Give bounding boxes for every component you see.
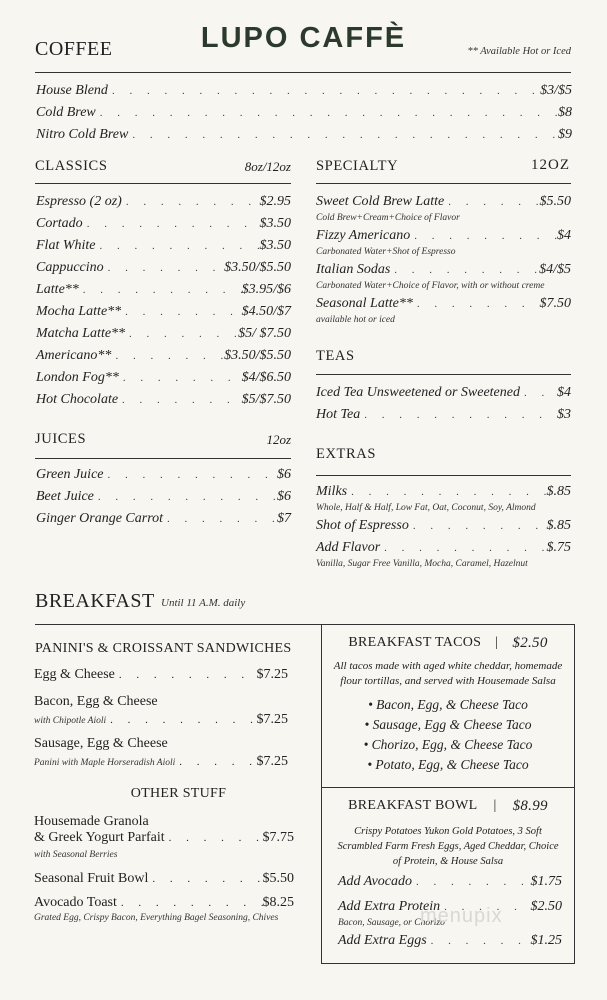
divider: | <box>495 635 499 650</box>
item-description: Cold Brew+Cream+Choice of Flavor <box>316 213 460 223</box>
specialty-rule <box>316 183 571 184</box>
item-price: $4/$6.50 <box>241 370 291 385</box>
breakfast-rule <box>35 624 322 625</box>
leader-dots <box>79 284 242 296</box>
item-name: Italian Sodas <box>316 262 391 277</box>
item-description: Carbonated Water+Shot of Espresso <box>316 247 456 257</box>
item-price: $5.50 <box>262 871 294 886</box>
menu-item <box>36 467 291 489</box>
breakfast-heading: BREAKFAST <box>35 590 155 612</box>
leader-dots <box>108 85 540 97</box>
leader-dots <box>427 935 531 947</box>
menu-item <box>36 105 572 127</box>
leader-dots <box>106 714 256 726</box>
item-price: $2.95 <box>259 194 291 209</box>
item-description: Grated Egg, Crispy Bacon, Everything Bagel Seasoning, Chives <box>34 913 279 923</box>
item-price: $3/$5 <box>540 83 572 98</box>
menu-item <box>316 407 571 429</box>
granola-line1: Housemade Granola <box>34 814 149 829</box>
watermark: menupix <box>420 905 503 927</box>
item-description: with Seasonal Berries <box>34 850 118 860</box>
item-price: $4.50/$7 <box>241 304 291 319</box>
menu-item <box>36 348 291 370</box>
item-name: Espresso (2 oz) <box>36 194 122 209</box>
item-name: Nitro Cold Brew <box>36 127 129 142</box>
item-name: Seasonal Fruit Bowl <box>34 871 149 886</box>
item-price: $7.50 <box>539 296 571 311</box>
item-description: Panini with Maple Horseradish Aioli <box>34 758 176 768</box>
item-row <box>34 871 294 895</box>
juices-heading: JUICES <box>35 431 87 447</box>
leader-dots <box>128 129 558 141</box>
menu-item <box>36 304 291 326</box>
menu-item <box>36 194 291 216</box>
leader-dots <box>520 387 557 399</box>
leader-dots <box>410 230 557 242</box>
item-description: Whole, Half & Half, Low Fat, Oat, Coconut, Soy, Almond <box>316 503 536 513</box>
leader-dots <box>175 756 256 768</box>
menu-item <box>36 260 291 282</box>
menu-item <box>36 127 572 149</box>
brand-title: LUPO CAFFÈ <box>200 22 407 54</box>
tacos-heading: BREAKFAST TACOS <box>348 635 482 650</box>
item-price: $.85 <box>546 484 571 499</box>
item-price: $3.50/$5.50 <box>224 260 291 275</box>
menu-item <box>316 518 571 540</box>
menu-item <box>36 216 291 238</box>
item-price: $5/$7.50 <box>241 392 291 407</box>
item-price: $7.25 <box>256 667 288 682</box>
menu-item <box>34 754 288 778</box>
leader-dots <box>121 306 241 318</box>
item-price: $7.25 <box>256 712 288 727</box>
bowl-header <box>321 798 575 815</box>
menu-item <box>34 871 294 895</box>
specialty-list <box>316 194 571 330</box>
teas-rule <box>316 374 571 375</box>
item-description: Vanilla, Sugar Free Vanilla, Mocha, Caramel, Hazelnut <box>316 559 528 569</box>
leader-dots <box>104 469 278 481</box>
extras-heading: EXTRAS <box>316 446 376 462</box>
specialty-heading: SPECIALTY <box>316 158 399 174</box>
leader-dots <box>413 298 540 310</box>
item-name: Add Extra Protein <box>338 899 441 914</box>
item-price: $9 <box>558 127 572 142</box>
item-price: $4 <box>557 385 571 400</box>
juices-rule <box>35 458 291 459</box>
menu-item <box>36 489 291 511</box>
leader-dots <box>409 520 547 532</box>
item-name: Avocado Toast <box>34 895 117 910</box>
taco-item: • Potato, Egg, & Cheese Taco <box>367 757 529 772</box>
item-price: $7.75 <box>262 830 294 845</box>
item-price: $3.95/$6 <box>241 282 291 297</box>
item-price: $3.50 <box>259 216 291 231</box>
leader-dots <box>360 409 557 421</box>
item-description: Bacon, Sausage, or Chorizo <box>338 918 445 928</box>
coffee-list <box>36 83 572 149</box>
menu-item <box>338 933 562 955</box>
teas-heading: TEAS <box>316 348 355 364</box>
bowl-description: Crispy Potatoes Yukon Gold Potatoes, 3 Soft Scrambled Farm Fresh Eggs, Aged Cheddar, Choice of Protein, & House Salsa <box>337 826 559 867</box>
item-name: Milks <box>316 484 348 499</box>
leader-dots <box>444 196 539 208</box>
tacos-price: $2.50 <box>512 635 548 651</box>
leader-dots <box>148 873 262 885</box>
extras-rule <box>316 475 571 476</box>
leader-dots <box>412 876 530 888</box>
item-description: available hot or iced <box>316 315 395 325</box>
item-name: Add Extra Eggs <box>338 933 427 948</box>
item-price: $3 <box>557 407 571 422</box>
other-stuff-heading: OTHER STUFF <box>130 786 227 801</box>
classics-list <box>36 194 291 414</box>
item-price: $6 <box>277 489 291 504</box>
hot-iced-note: ** Available Hot or Iced <box>467 46 571 57</box>
leader-dots <box>94 491 277 503</box>
juices-size: 12oz <box>266 432 291 447</box>
item-name: Iced Tea Unsweetened or Sweetened <box>316 385 520 400</box>
item-name: Mocha Latte** <box>36 304 122 319</box>
coffee-heading: COFFEE <box>35 38 113 60</box>
leader-dots <box>163 513 277 525</box>
item-name: Add Avocado <box>338 874 413 889</box>
tacos-header <box>321 635 575 652</box>
item-name: Americano** <box>36 348 112 363</box>
panini-heading: PANINI'S & CROISSANT SANDWICHES <box>35 641 292 656</box>
item-price: $3.50 <box>259 238 291 253</box>
leader-dots <box>96 107 558 119</box>
classics-heading: CLASSICS <box>35 158 108 174</box>
item-price: $8 <box>558 105 572 120</box>
menu-item <box>34 712 288 736</box>
taco-item: • Bacon, Egg, & Cheese Taco <box>368 697 528 712</box>
item-name: House Blend <box>36 83 108 98</box>
item-name: Green Juice <box>36 467 104 482</box>
item-price: $2.50 <box>530 899 562 914</box>
classics-size: 8oz/12oz <box>244 159 291 174</box>
item-name: Beet Juice <box>36 489 94 504</box>
panini-list <box>34 667 288 691</box>
item-description: with Chipotle Aioli <box>34 716 107 726</box>
item-row <box>34 712 288 736</box>
item-price: $4 <box>557 228 571 243</box>
leader-dots <box>115 669 257 681</box>
leader-dots <box>96 240 260 252</box>
leader-dots <box>119 372 242 384</box>
item-name: Add Flavor <box>316 540 381 555</box>
breakfast-hours: Until 11 A.M. daily <box>161 597 246 609</box>
item-name: Seasonal Latte** <box>316 296 413 311</box>
divider: | <box>493 798 497 813</box>
item-name: Flat White <box>36 238 96 253</box>
leader-dots <box>347 486 546 498</box>
leader-dots <box>111 350 224 362</box>
menu-item <box>36 238 291 260</box>
classics-rule <box>35 183 291 184</box>
item-name: Sweet Cold Brew Latte <box>316 194 445 209</box>
item-name: Ginger Orange Carrot <box>36 511 164 526</box>
item-price: $.85 <box>546 518 571 533</box>
tacos-list <box>321 697 575 777</box>
item-name: Sausage, Egg & Cheese <box>34 736 168 751</box>
menu-item <box>36 370 291 392</box>
item-price: $8.25 <box>262 895 294 910</box>
bowl-price: $8.99 <box>512 798 548 814</box>
item-name: Matcha Latte** <box>36 326 126 341</box>
item-price: $3.50/$5.50 <box>224 348 291 363</box>
coffee-rule <box>35 72 571 73</box>
leader-dots <box>390 264 539 276</box>
taco-item: • Sausage, Egg & Cheese Taco <box>364 717 532 732</box>
item-name: Cappuccino <box>36 260 104 275</box>
tacos-description: All tacos made with aged white cheddar, homemade flour tortillas, and served with Housemade Salsa <box>333 660 563 687</box>
bowl-heading: BREAKFAST BOWL <box>348 798 478 813</box>
leader-dots <box>117 897 263 909</box>
teas-list <box>316 385 571 429</box>
leader-dots <box>122 196 260 208</box>
item-name: Latte** <box>36 282 79 297</box>
item-description: Carbonated Water+Choice of Flavor, with or without creme <box>316 281 545 291</box>
menu-item <box>36 392 291 414</box>
item-price: $1.25 <box>530 933 562 948</box>
item-name: Fizzy Americano <box>316 228 411 243</box>
leader-dots <box>104 262 224 274</box>
leader-dots <box>165 832 263 844</box>
item-price: $1.75 <box>530 874 562 889</box>
item-row <box>34 754 288 778</box>
menu-item <box>316 385 571 407</box>
item-name: Bacon, Egg & Cheese <box>34 694 158 709</box>
extras-list <box>316 484 571 574</box>
leader-dots <box>380 542 546 554</box>
item-name: Cortado <box>36 216 83 231</box>
item-price: $4/$5 <box>539 262 571 277</box>
specialty-size: 12OZ <box>531 157 570 173</box>
item-name: Hot Tea <box>316 407 361 422</box>
leader-dots <box>118 394 242 406</box>
item-name: Shot of Espresso <box>316 518 409 533</box>
menu-item <box>36 326 291 348</box>
menu-item <box>34 667 288 691</box>
item-price: $5/ $7.50 <box>238 326 291 341</box>
item-price: $5.50 <box>539 194 571 209</box>
juices-list <box>36 467 291 533</box>
item-price: $.75 <box>546 540 571 555</box>
item-name: London Fog** <box>36 370 119 385</box>
item-price: $7 <box>277 511 291 526</box>
item-price: $7.25 <box>256 754 288 769</box>
item-name: Cold Brew <box>36 105 96 120</box>
item-name: Hot Chocolate <box>36 392 119 407</box>
menu-item <box>36 83 572 105</box>
leader-dots <box>125 328 238 340</box>
item-name: Egg & Cheese <box>34 667 115 682</box>
leader-dots <box>83 218 260 230</box>
menu-item <box>36 282 291 304</box>
taco-item: • Chorizo, Egg, & Cheese Taco <box>363 737 533 752</box>
item-price: $6 <box>277 467 291 482</box>
item-name: & Greek Yogurt Parfait <box>34 830 165 845</box>
menu-item <box>338 874 562 896</box>
menu-item <box>36 511 291 533</box>
